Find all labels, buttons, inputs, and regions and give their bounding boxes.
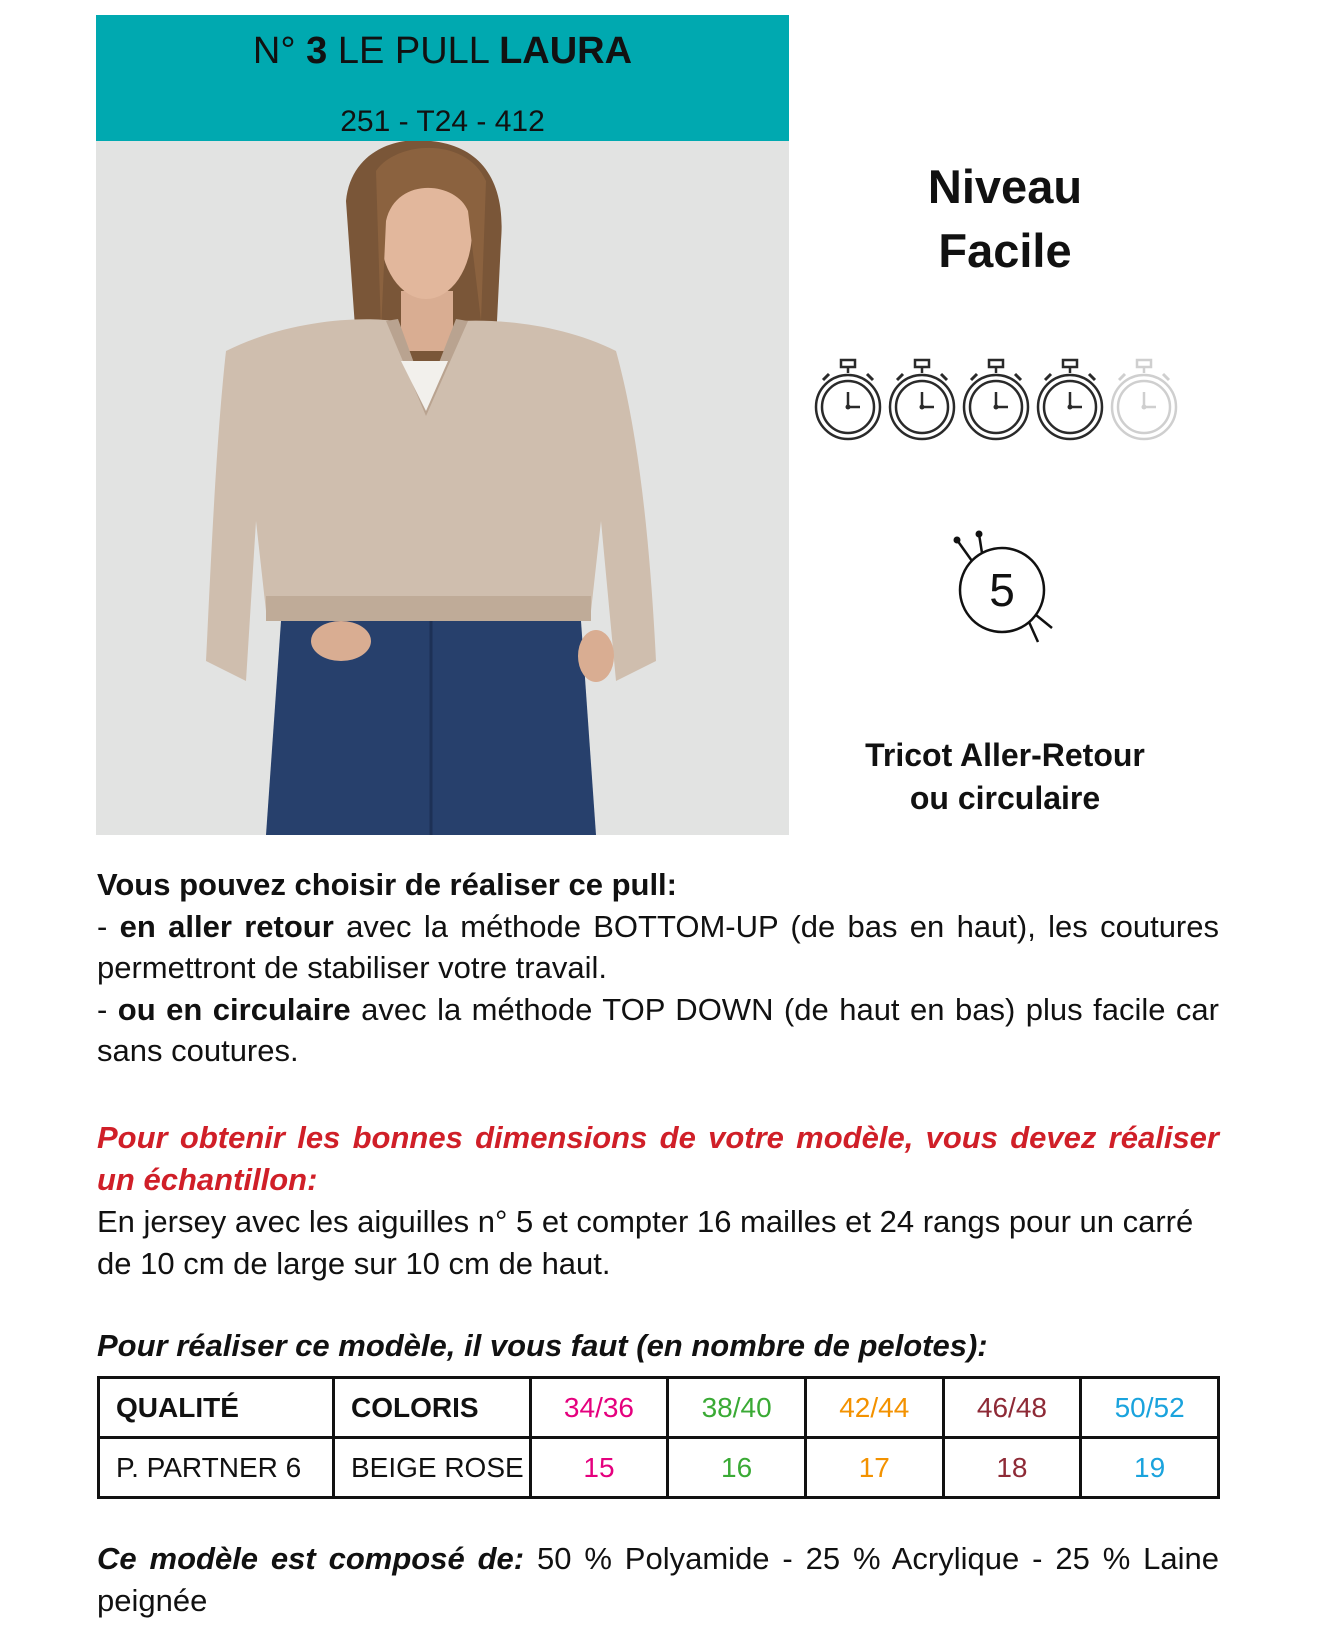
stopwatch-icon	[1035, 358, 1105, 442]
cell-balls: 17	[805, 1438, 943, 1498]
reference-code: 251 - T24 - 412	[340, 105, 545, 138]
method-heading: Vous pouvez choisir de réaliser ce pull:	[97, 867, 677, 902]
method-option-1-text: avec la méthode BOTTOM-UP (de bas en haut), les coutures permettront de stabiliser votre travail.	[97, 908, 1219, 985]
model-illustration	[96, 141, 789, 835]
needle-size-value: 5	[989, 564, 1015, 616]
table-row	[99, 1438, 1219, 1498]
method-intro	[97, 864, 1219, 1072]
composition	[97, 1538, 1219, 1621]
needle-size-icon	[952, 526, 1058, 648]
method-option-2	[97, 989, 1219, 1072]
level-block	[860, 155, 1150, 283]
technique-line-1: Tricot Aller-Retour	[865, 737, 1145, 773]
header-quality: QUALITÉ	[99, 1378, 334, 1438]
stopwatch-icon	[1109, 358, 1179, 442]
gauge-text: En jersey avec les aiguilles n° 5 et compter 16 mailles et 24 rangs pour un carré de 10 cm de large sur 10 cm de haut.	[97, 1204, 1194, 1281]
title-mid: LE PULL	[337, 30, 489, 72]
yarn-table	[97, 1376, 1220, 1499]
title-prefix: N°	[252, 30, 296, 72]
level-label: Niveau	[927, 160, 1083, 213]
header-size: 46/48	[943, 1378, 1081, 1438]
stopwatch-icon	[813, 358, 883, 442]
table-header-row	[99, 1378, 1219, 1438]
composition-label: Ce modèle est composé de:	[97, 1541, 525, 1576]
difficulty-rating	[813, 358, 1203, 442]
stopwatch-icon	[961, 358, 1031, 442]
cell-balls: 18	[943, 1438, 1081, 1498]
method-option-2-text: avec la méthode TOP DOWN (de haut en bas) plus facile car sans coutures.	[97, 991, 1219, 1068]
header-size: 50/52	[1081, 1378, 1219, 1438]
dash: -	[97, 991, 118, 1027]
header-size: 42/44	[805, 1378, 943, 1438]
cell-quality: P. PARTNER 6	[99, 1438, 334, 1498]
level-value: Facile	[938, 224, 1072, 277]
composition-text: 50 % Polyamide - 25 % Acrylique - 25 % Laine peignée	[97, 1541, 1219, 1618]
cell-balls: 15	[530, 1438, 668, 1498]
cell-color: BEIGE ROSE	[333, 1438, 530, 1498]
header-size: 38/40	[668, 1378, 806, 1438]
header-size: 34/36	[530, 1378, 668, 1438]
title-number: 3	[306, 30, 328, 72]
dash: -	[97, 908, 120, 944]
cell-balls: 16	[668, 1438, 806, 1498]
method-option-1	[97, 906, 1219, 989]
stopwatch-icon	[887, 358, 957, 442]
materials-heading: Pour réaliser ce modèle, il vous faut (en nombre de pelotes):	[97, 1328, 988, 1363]
pattern-title	[96, 31, 789, 71]
method-option-1-bold: en aller retour	[119, 908, 334, 944]
header-color: COLORIS	[333, 1378, 530, 1438]
technique-line-2: ou circulaire	[909, 780, 1101, 816]
method-option-2-bold: ou en circulaire	[117, 991, 351, 1027]
title-name: LAURA	[499, 30, 633, 72]
model-photo	[96, 141, 789, 835]
cell-balls: 19	[1081, 1438, 1219, 1498]
gauge-heading: Pour obtenir les bonnes dimensions de votre modèle, vous devez réaliser un échantillon:	[97, 1120, 1219, 1197]
technique-note	[830, 734, 1180, 820]
header-banner	[96, 15, 789, 141]
